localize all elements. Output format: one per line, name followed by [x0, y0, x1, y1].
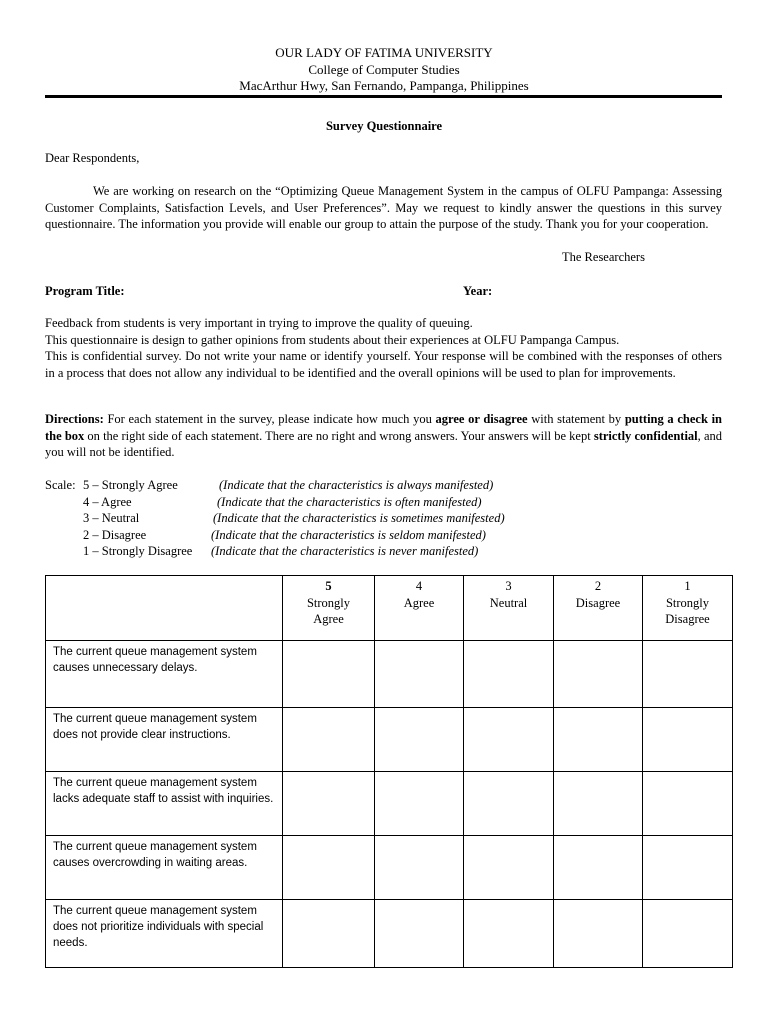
scale-desc: (Indicate that the characteristics is often manifested)	[217, 495, 482, 509]
rating-cell-2[interactable]	[554, 641, 643, 708]
header-num: 5	[325, 579, 332, 593]
column-header-4	[375, 576, 464, 641]
rating-cell-3[interactable]	[464, 772, 554, 836]
header-rule	[45, 95, 722, 98]
directions-emphasis: strictly confidential	[593, 428, 698, 443]
survey-table	[45, 575, 733, 968]
header-num: 3	[505, 579, 512, 593]
rating-cell-2[interactable]	[554, 836, 643, 900]
rating-cell-5[interactable]	[283, 708, 375, 772]
statement-cell: The current queue management system does not prioritize individuals with special needs.	[46, 900, 283, 968]
program-title-label: Program Title:	[45, 284, 125, 298]
directions-text: with statement by	[527, 412, 625, 426]
header-num: 2	[594, 579, 602, 593]
table-row	[46, 641, 733, 708]
scale-desc: (Indicate that the characteristics is sometimes manifested)	[213, 511, 505, 525]
rating-cell-3[interactable]	[464, 708, 554, 772]
rating-cell-3[interactable]	[464, 836, 554, 900]
rating-cell-4[interactable]	[375, 708, 464, 772]
directions-text: For each statement in the survey, please indicate how much you	[103, 412, 436, 426]
rating-cell-1[interactable]	[643, 708, 733, 772]
university-name: OUR LADY OF FATIMA UNIVERSITY	[275, 45, 493, 60]
rating-cell-5[interactable]	[283, 772, 375, 836]
rating-cell-4[interactable]	[375, 772, 464, 836]
rating-cell-1[interactable]	[643, 836, 733, 900]
rating-cell-3[interactable]	[464, 641, 554, 708]
column-header-1	[643, 576, 733, 641]
document-header	[0, 45, 768, 95]
header-label: Strongly Agree	[306, 595, 351, 627]
feedback-section	[45, 315, 722, 381]
rating-cell-5[interactable]	[283, 641, 375, 708]
directions-text: on the right side of each statement. There are no right and wrong answers. Your answers will be kept	[84, 428, 594, 443]
rating-cell-1[interactable]	[643, 772, 733, 836]
rating-cell-5[interactable]	[283, 836, 375, 900]
table-row	[46, 900, 733, 968]
header-label: Strongly Disagree	[665, 595, 710, 627]
scale-label: 2 – Disagree	[83, 528, 147, 542]
header-label: Agree	[403, 595, 435, 610]
table-row	[46, 708, 733, 772]
page-title: Survey Questionnaire	[325, 119, 443, 133]
rating-cell-5[interactable]	[283, 900, 375, 968]
scale-prefix: Scale:	[45, 478, 76, 492]
statement-cell: The current queue management system causes unnecessary delays.	[46, 641, 283, 708]
university-address: MacArthur Hwy, San Fernando, Pampanga, Philippines	[239, 78, 529, 93]
feedback-line: Feedback from students is very important in trying to improve the quality of queuing.	[45, 316, 473, 330]
scale-label: 4 – Agree	[83, 495, 132, 509]
column-header-2	[554, 576, 643, 641]
rating-cell-4[interactable]	[375, 900, 464, 968]
directions-label: Directions:	[45, 412, 104, 426]
column-header-3	[464, 576, 554, 641]
directions-text: , and you will not be identified.	[45, 428, 722, 460]
directions-paragraph	[45, 411, 722, 461]
header-num: 1	[684, 579, 691, 593]
scale-label: 5 – Strongly Agree	[83, 478, 178, 492]
rating-cell-2[interactable]	[554, 900, 643, 968]
scale-label: 1 – Strongly Disagree	[83, 544, 193, 558]
table-header-row	[46, 576, 733, 641]
rating-cell-2[interactable]	[554, 708, 643, 772]
table-row	[46, 772, 733, 836]
statement-header	[46, 576, 283, 641]
rating-cell-1[interactable]	[643, 641, 733, 708]
statement-cell: The current queue management system does not provide clear instructions.	[46, 708, 283, 772]
header-num: 4	[415, 579, 423, 593]
rating-cell-3[interactable]	[464, 900, 554, 968]
header-label: Disagree	[575, 595, 621, 610]
statement-cell: The current queue management system causes overcrowding in waiting areas.	[46, 836, 283, 900]
statement-cell: The current queue management system lacks adequate staff to assist with inquiries.	[46, 772, 283, 836]
directions-emphasis: putting a check in the box	[45, 412, 722, 443]
directions-emphasis: agree or disagree	[435, 412, 528, 426]
rating-cell-2[interactable]	[554, 772, 643, 836]
table-row	[46, 836, 733, 900]
feedback-line: This is confidential survey. Do not write your name or identify yourself. Your response will be combined with the responses of others in a process that does not allow any individual to be identified and the overall opinions will be used to plan for improvements.	[45, 349, 722, 380]
feedback-line: This questionnaire is design to gather opinions from students about their experiences at OLFU Pampanga Campus.	[45, 332, 620, 347]
signature: The Researchers	[562, 250, 645, 264]
column-header-5	[283, 576, 375, 641]
year-label: Year:	[463, 284, 493, 298]
scale-desc: (Indicate that the characteristics is never manifested)	[211, 544, 479, 558]
intro-paragraph: We are working on research on the “Optimizing Queue Management System in the campus of OLFU Pampanga: Assessing Customer Complaints, Satisfaction Levels, and User Preferences”. May we request to kindly answer the questions in this survey questionnaire. The information you provide will enable our group to attain the purpose of the study. Thank you for your cooperation.	[45, 184, 722, 232]
rating-cell-4[interactable]	[375, 641, 464, 708]
greeting: Dear Respondents,	[45, 151, 140, 165]
scale-desc: (Indicate that the characteristics is seldom manifested)	[211, 528, 486, 542]
scale-desc: (Indicate that the characteristics is always manifested)	[219, 478, 494, 492]
header-label: Neutral	[489, 595, 528, 610]
rating-cell-1[interactable]	[643, 900, 733, 968]
college-name: College of Computer Studies	[308, 61, 460, 77]
scale-label: 3 – Neutral	[83, 511, 140, 525]
rating-cell-4[interactable]	[375, 836, 464, 900]
